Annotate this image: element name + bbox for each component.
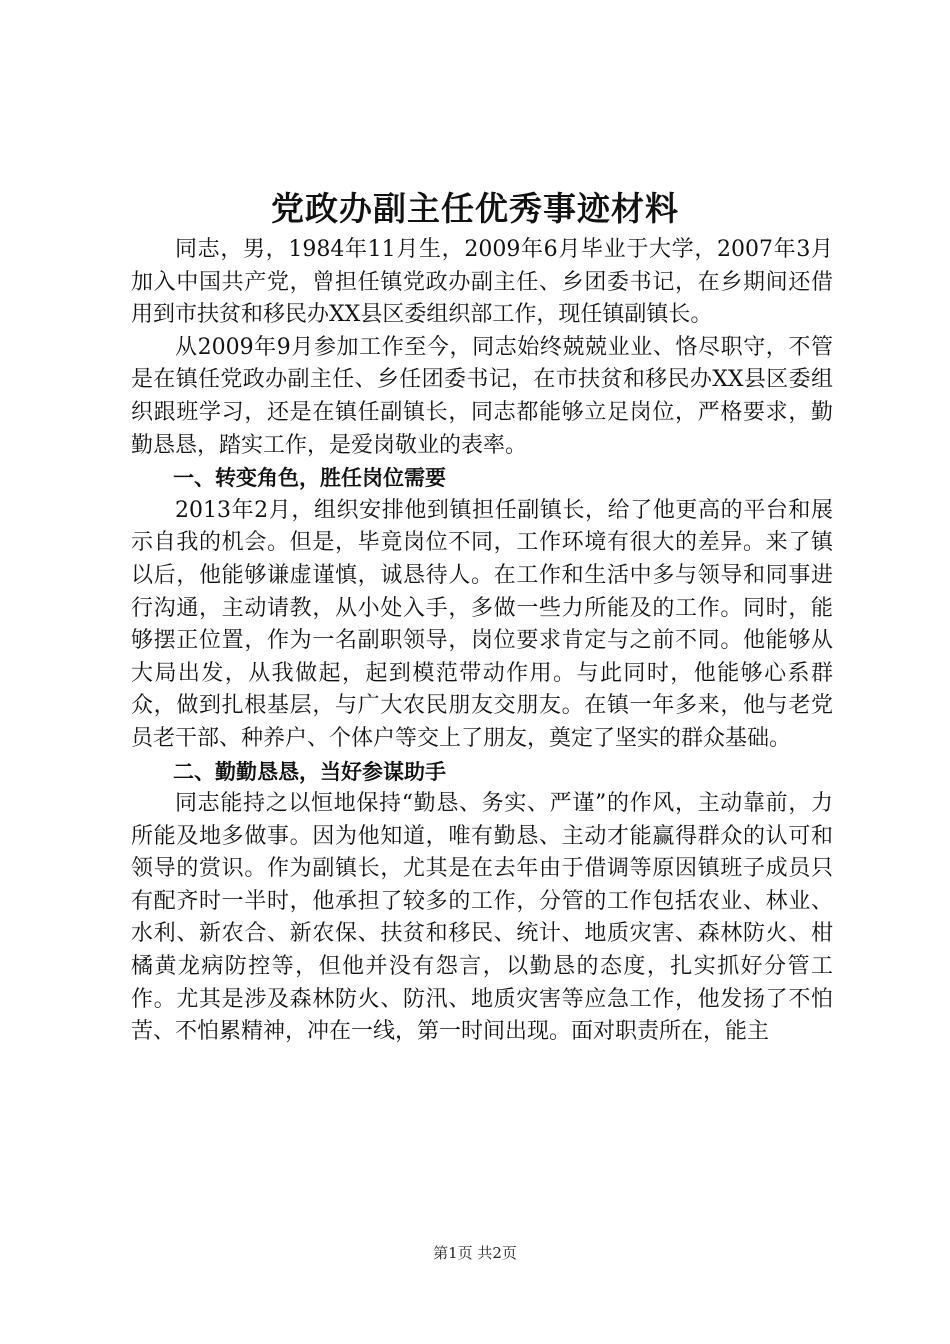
page-footer: 第1页 共2页 [433,1244,517,1262]
section-heading-1: 一、转变角色，胜任岗位需要 [173,466,446,491]
document-body [131,234,833,1049]
section-heading-2: 二、勤勤恳恳，当好参谋助手 [173,759,446,784]
paragraph-work-summary: 从2009年9月参加工作至今，同志始终兢兢业业、恪尽职守，不管是在镇任党政办副主任、乡任团委书记，在市扶贫和移民办XX县区委组织跟班学习，还是在镇任副镇长，同志都能够立足岗位，严格要求，勤勤恳恳，踏实工作，是爱岗敬业的表率。 [131,334,833,458]
document-title: 党政办副主任优秀事迹材料 [271,189,679,228]
paragraph-section-2: 同志能持之以恒地保持“勤恳、务实、严谨”的作风，主动靠前，力所能及地多做事。因为他知道，唯有勤恳、主动才能赢得群众的认可和领导的赏识。作为副镇长，尤其是在去年由于借调等原因镇班子成员只有配齐时一半时，他承担了较多的工作，分管的工作包括农业、林业、水利、新农合、新农保、扶贫和移民、统计、地质灾害、森林防火、柑橘黄龙病防控等，但他并没有怨言，以勤恳的态度，扎实抓好分管工作。尤其是涉及森林防火、防汛、地质灾害等应急工作，他发扬了不怕苦、不怕累精神，冲在一线，第一时间出现。面对职责所在，能主 [131,791,833,1045]
paragraph-intro: 同志，男，1984年11月生，2009年6月毕业于大学，2007年3月加入中国共产党，曾担任镇党政办副主任、乡团委书记，在乡期间还借用到市扶贫和移民办XX县区委组织部工作，现任镇副镇长。 [131,237,833,328]
paragraph-section-1: 2013年2月，组织安排他到镇担任副镇长，给了他更高的平台和展示自我的机会。但是，毕竟岗位不同，工作环境有很大的差异。来了镇以后，他能够谦虚谨慎，诚恳待人。在工作和生活中多与领导和同事进行沟通，主动请教，从小处入手，多做一些力所能及的工作。同时，能够摆正位置，作为一名副职领导，岗位要求肯定与之前不同。他能够从大局出发，从我做起，起到模范带动作用。与此同时，他能够心系群众，做到扎根基层，与广大农民朋友交朋友。在镇一年多来，他与老党员老干部、种养户、个体户等交上了朋友，奠定了坚实的群众基础。 [131,497,833,751]
